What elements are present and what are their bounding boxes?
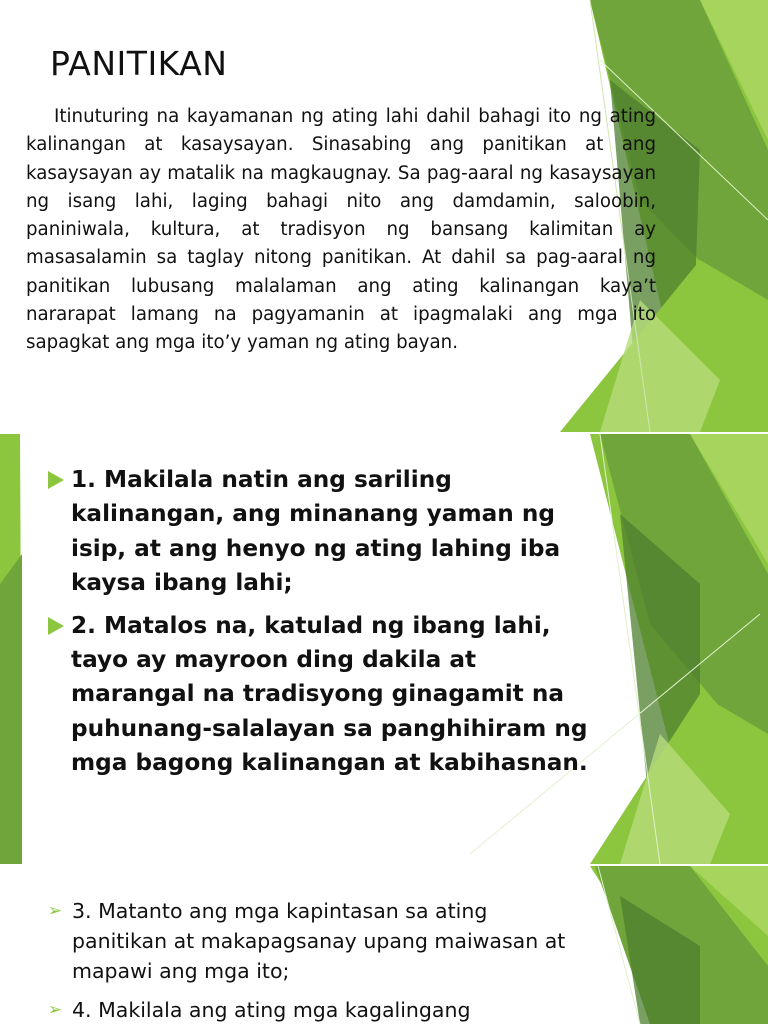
list-item-text: 2. Matalos na, katulad ng ibang lahi, tayo ay mayroon ding dakila at marangal na tradisyong ginagamit na puhunang-salalayan sa panghihiram ng mga bagong kalinangan at kabihasnan. [71, 611, 588, 777]
list-item [46, 463, 606, 601]
list-item [48, 896, 568, 986]
objectives-list-part-1 [46, 463, 606, 789]
list-item-text: 4. Makilala ang ating mga kagalingang [72, 998, 471, 1022]
slide-title: PANITIKAN [50, 44, 228, 83]
list-item-text: 3. Matanto ang mga kapintasan sa ating panitikan at makapagsanay upang maiwasan at mapawi ang mga ito; [72, 899, 566, 983]
triangle-bullet-icon [48, 617, 64, 635]
objectives-list-part-2 [48, 896, 568, 1024]
triangle-bullet-icon [48, 471, 64, 489]
list-item-text: 1. Makilala natin ang sariling kalinangan, ang minanang yaman ng isip, at ang henyo ng ating lahing iba kaysa ibang lahi; [71, 466, 561, 597]
arrowhead-bullet-icon: ➢ [48, 1000, 63, 1020]
list-item [46, 609, 606, 781]
body-paragraph: Itinuturing na kayamanan ng ating lahi dahil bahagi ito ng ating kalinangan at kasaysayan. Sinasabing ang panitikan at ang kasaysayan ay matalik na magkaugnay. Sa pag-aaral ng kasaysayan ng isang lahi, laging bahagi nito ang damdamin, saloobin, paniniwala, kultura, at tradisyon ng bansang kalimitan ay masasalamin sa taglay nitong panitikan. At dahil sa pag-aaral ng panitikan lubusang malalaman ang ating kalinangan kaya’t nararapat lamang na pagyamanin at ipagmalaki ang mga ito sapagkat ang mga ito’y yaman ng ating bayan. [26, 106, 656, 354]
slide-2 [0, 434, 768, 864]
list-item [48, 995, 568, 1024]
slide-1 [0, 0, 768, 432]
arrowhead-bullet-icon: ➢ [48, 901, 63, 921]
slide-3 [0, 866, 768, 1024]
